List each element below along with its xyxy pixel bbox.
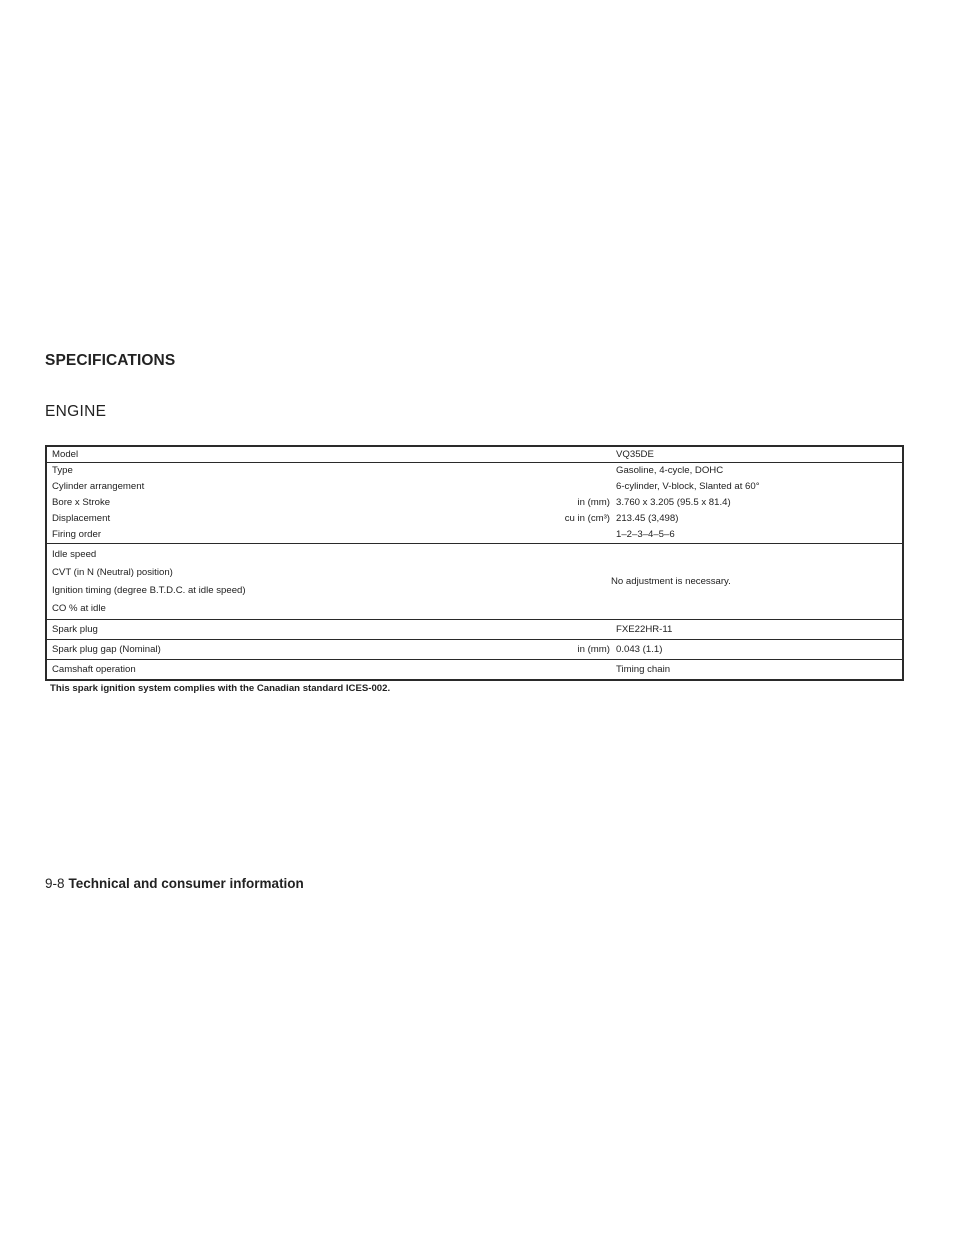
row-label: Ignition timing (degree B.T.D.C. at idle speed) (52, 585, 246, 596)
row-value: 6-cylinder, V-block, Slanted at 60° (616, 481, 760, 492)
row-label: Cylinder arrangement (52, 481, 145, 492)
section-title: SPECIFICATIONS (45, 352, 176, 369)
row-value: 0.043 (1.1) (616, 644, 663, 655)
table-row-spark-plug-gap (47, 640, 902, 660)
row-label: Camshaft operation (52, 664, 136, 675)
row-unit: cu in (cm³) (564, 513, 610, 524)
chapter-title: Technical and consumer information (68, 876, 304, 891)
row-label: Spark plug (52, 624, 98, 635)
table-row-spark-plug (47, 620, 902, 640)
page-number: 9-8 (45, 876, 65, 891)
row-label: CVT (in N (Neutral) position) (52, 567, 173, 578)
row-label: Firing order (52, 529, 102, 540)
row-value: Timing chain (616, 664, 671, 675)
row-value: 213.45 (3,498) (616, 513, 679, 524)
row-unit (472, 463, 616, 479)
row-label: Bore x Stroke (52, 497, 111, 508)
row-value: No adjustment is necessary. (611, 576, 731, 587)
row-value: 3.760 x 3.205 (95.5 x 81.4) (616, 497, 731, 508)
row-unit (472, 620, 616, 639)
row-value: FXE22HR-11 (616, 624, 673, 635)
row-unit (472, 527, 616, 543)
row-label: Displacement (52, 513, 111, 524)
row-label: Idle speed (52, 549, 97, 560)
row-unit: in (mm) (577, 497, 610, 508)
table-row-idle (47, 544, 902, 620)
subsection-title: ENGINE (45, 403, 107, 420)
row-label: CO % at idle (52, 603, 106, 614)
row-label: Type (52, 465, 73, 476)
row-value: Gasoline, 4-cycle, DOHC (616, 465, 724, 476)
row-unit (472, 447, 616, 462)
row-value: 1–2–3–4–5–6 (616, 529, 675, 540)
row-unit (472, 479, 616, 495)
table-row-camshaft (47, 660, 902, 679)
row-value: VQ35DE (616, 449, 654, 460)
table-row-engine-basics (47, 463, 902, 544)
table-row-model (47, 447, 902, 463)
engine-spec-table (45, 445, 904, 681)
page-footer (45, 876, 304, 891)
row-unit: in (mm) (577, 644, 610, 655)
compliance-note: This spark ignition system complies with the Canadian standard ICES-002. (50, 683, 391, 694)
row-label: Spark plug gap (Nominal) (52, 644, 161, 655)
row-label: Model (52, 449, 79, 460)
row-unit (472, 660, 616, 679)
